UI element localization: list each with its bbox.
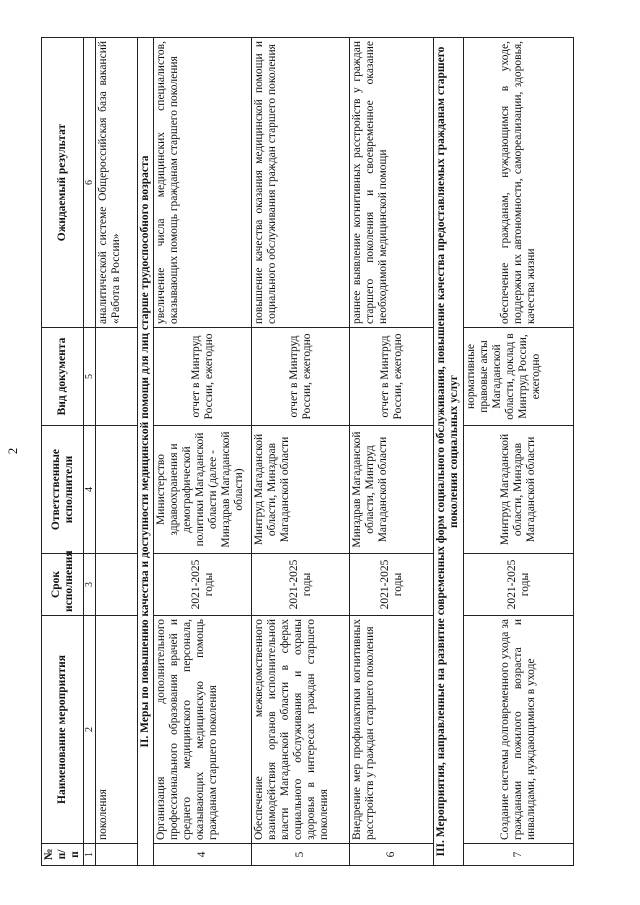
rotated-table-sheet	[41, 38, 599, 866]
col-num-2: 2	[84, 616, 96, 844]
header-document: Вид документа	[42, 328, 84, 426]
carry-result: аналитической системе Общероссийская база вакансий «Работа в России»	[96, 38, 138, 328]
row-result: увеличение числа медицинских специалистов, оказывающих помощь гражданам старшего поколения	[154, 38, 252, 328]
row-number: 7	[464, 844, 574, 866]
header-term: Срок исполнения	[42, 554, 84, 616]
table-row	[464, 38, 574, 866]
row-result: обеспечение гражданам, нуждающимся в уходе, поддержки их автономности, самореализации, здоровья, качества жизни	[464, 38, 574, 328]
col-num-5: 5	[84, 328, 96, 426]
carry-name: поколения	[96, 616, 138, 844]
header-executors: Ответственные исполнители	[42, 426, 84, 554]
section-row	[434, 38, 464, 866]
col-num-3: 3	[84, 554, 96, 616]
row-document: отчет в Минтруд России, ежегодно	[252, 328, 350, 426]
section-row	[138, 38, 154, 866]
col-num-1: 1	[84, 844, 96, 866]
row-term: 2021-2025 годы	[252, 554, 350, 616]
row-executors: Минтруд Магаданской области, Минздрав Магаданской области	[464, 426, 574, 554]
row-term: 2021-2025 годы	[350, 554, 434, 616]
row-term: 2021-2025 годы	[154, 554, 252, 616]
row-name: Организация дополнительного профессионального образования врачей и среднего медицинского персонала, оказывающих медицинскую помощь гражданам старшего поколения	[154, 616, 252, 844]
row-document: нормативные правовые акты Магаданской области, доклад в Минтруд России, ежегодно	[464, 328, 574, 426]
row-result: раннее выявление когнитивных расстройств у граждан старшего поколения и своевременное оказание необходимой медицинской помощи	[350, 38, 434, 328]
row-number: 4	[154, 844, 252, 866]
row-executors: Министерство здравоохранения и демографической политики Магаданской области (далее - Минздрав Магаданской области)	[154, 426, 252, 554]
row-name: Внедрение мер профилактики когнитивных расстройств у граждан старшего поколения	[350, 616, 434, 844]
header-number: № п/п	[42, 844, 84, 866]
header-name: Наименование мероприятия	[42, 616, 84, 844]
row-document: отчет в Минтруд России, ежегодно	[350, 328, 434, 426]
row-name: Обеспечение межведомственного взаимодействия органов исполнительной власти Магаданской области в сферах социального обслуживания и охраны здоровья в интересах граждан старшего поколения	[252, 616, 350, 844]
page-number: 2	[5, 447, 20, 455]
row-number: 6	[350, 844, 434, 866]
table-row	[252, 38, 350, 866]
header-row	[42, 38, 84, 866]
col-num-4: 4	[84, 426, 96, 554]
row-executors: Минтруд Магаданской области, Минздрав Магаданской области	[252, 426, 350, 554]
table-row	[96, 38, 138, 866]
section-2-title: II. Меры по повышению качества и доступности медицинской помощи для лиц старше трудоспособного возраста	[138, 38, 154, 866]
table-row	[154, 38, 252, 866]
row-number: 5	[252, 844, 350, 866]
row-name: Создание системы долговременного ухода за гражданами пожилого возраста и инвалидами, нуждающимися в уходе	[464, 616, 574, 844]
table-row	[350, 38, 434, 866]
section-3-title: III. Мероприятия, направленные на развитие современных форм социального обслуживания, повышение качества предоставляемых гражданам старшего поколения социальных услуг	[434, 38, 464, 866]
col-num-6: 6	[84, 38, 96, 328]
row-document: отчет в Минтруд России, ежегодно	[154, 328, 252, 426]
row-result: повышение качества оказания медицинской помощи и социального обслуживания граждан старшего поколения	[252, 38, 350, 328]
row-executors: Минздрав Магаданской области, Минтруд Магаданской области	[350, 426, 434, 554]
column-number-row	[84, 38, 96, 866]
header-result: Ожидаемый результат	[42, 38, 84, 328]
row-term: 2021-2025 годы	[464, 554, 574, 616]
measures-table	[41, 37, 574, 866]
